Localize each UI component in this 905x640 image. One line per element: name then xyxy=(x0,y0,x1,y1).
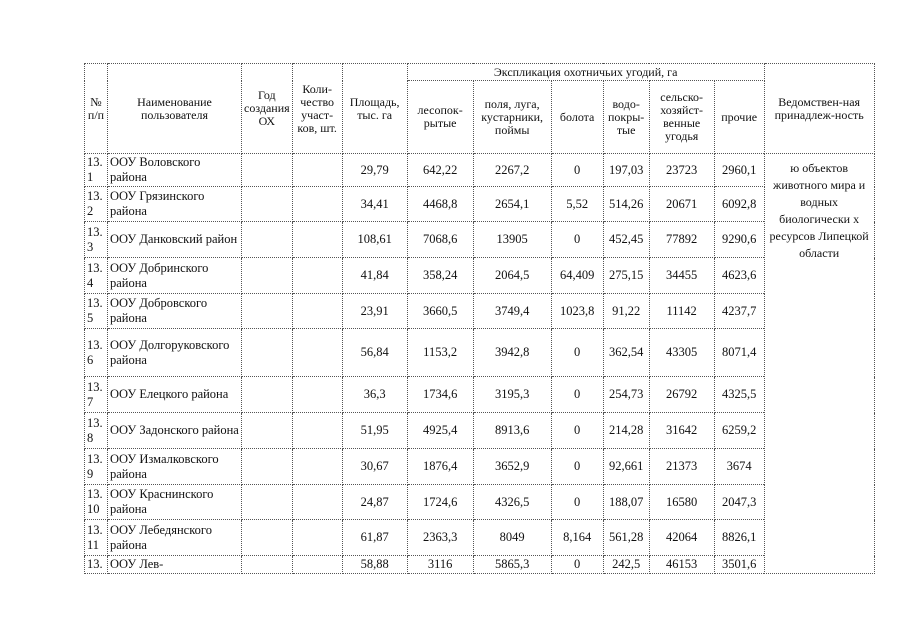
table-row xyxy=(85,485,875,520)
row-count xyxy=(292,222,342,258)
row-area: 61,87 xyxy=(342,520,407,556)
row-name: ООУ Грязинского района xyxy=(108,187,242,222)
row-other: 4237,7 xyxy=(714,294,764,329)
row-year xyxy=(242,556,293,574)
row-agri: 77892 xyxy=(649,222,714,258)
row-fields: 2267,2 xyxy=(473,154,551,187)
table-row xyxy=(85,294,875,329)
row-other: 4623,6 xyxy=(714,258,764,294)
row-other: 8071,4 xyxy=(714,329,764,377)
row-swamp: 0 xyxy=(551,222,603,258)
row-fields: 5865,3 xyxy=(473,556,551,574)
row-year xyxy=(242,258,293,294)
row-forest: 1734,6 xyxy=(407,377,473,413)
row-fields: 3749,4 xyxy=(473,294,551,329)
row-water: 188,07 xyxy=(603,485,649,520)
row-other: 3674 xyxy=(714,449,764,485)
row-fields: 2064,5 xyxy=(473,258,551,294)
header-agri: сельско-хозяйст-венные угодья xyxy=(649,81,714,154)
header-water: водо-покры-тые xyxy=(603,81,649,154)
row-count xyxy=(292,329,342,377)
row-area: 29,79 xyxy=(342,154,407,187)
row-num: 13.7 xyxy=(85,377,108,413)
table-row xyxy=(85,187,875,222)
row-forest: 2363,3 xyxy=(407,520,473,556)
row-num: 13. xyxy=(85,556,108,574)
row-other: 2047,3 xyxy=(714,485,764,520)
row-year xyxy=(242,154,293,187)
row-count xyxy=(292,187,342,222)
row-other: 6092,8 xyxy=(714,187,764,222)
header-area: Площадь, тыс. га xyxy=(342,64,407,154)
table-row xyxy=(85,154,875,187)
table-body xyxy=(85,154,875,574)
header-forest: лесопок-рытые xyxy=(407,81,473,154)
row-year xyxy=(242,520,293,556)
row-vedom: ю объектов животного мира и водных биологически х ресурсов Липецкой области xyxy=(764,154,874,574)
row-water: 254,73 xyxy=(603,377,649,413)
row-count xyxy=(292,154,342,187)
row-swamp: 0 xyxy=(551,377,603,413)
row-year xyxy=(242,294,293,329)
row-year xyxy=(242,449,293,485)
table-row xyxy=(85,520,875,556)
row-agri: 34455 xyxy=(649,258,714,294)
row-area: 36,3 xyxy=(342,377,407,413)
row-name: ООУ Добринского района xyxy=(108,258,242,294)
row-name: ООУ Воловского района xyxy=(108,154,242,187)
row-name: ООУ Долгоруковского района xyxy=(108,329,242,377)
header-fields: поля, луга, кустарники, поймы xyxy=(473,81,551,154)
row-agri: 21373 xyxy=(649,449,714,485)
row-water: 561,28 xyxy=(603,520,649,556)
row-num: 13.5 xyxy=(85,294,108,329)
row-count xyxy=(292,485,342,520)
row-other: 3501,6 xyxy=(714,556,764,574)
row-name: ООУ Елецкого района xyxy=(108,377,242,413)
row-forest: 7068,6 xyxy=(407,222,473,258)
row-water: 514,26 xyxy=(603,187,649,222)
row-forest: 4468,8 xyxy=(407,187,473,222)
row-count xyxy=(292,520,342,556)
row-name: ООУ Добровского района xyxy=(108,294,242,329)
header-name: Наименование пользователя xyxy=(108,64,242,154)
row-fields: 8049 xyxy=(473,520,551,556)
row-agri: 11142 xyxy=(649,294,714,329)
row-forest: 1724,6 xyxy=(407,485,473,520)
row-forest: 3116 xyxy=(407,556,473,574)
row-year xyxy=(242,329,293,377)
row-swamp: 8,164 xyxy=(551,520,603,556)
table-row xyxy=(85,377,875,413)
table-row xyxy=(85,449,875,485)
row-area: 41,84 xyxy=(342,258,407,294)
row-forest: 1153,2 xyxy=(407,329,473,377)
row-area: 24,87 xyxy=(342,485,407,520)
row-year xyxy=(242,222,293,258)
row-water: 91,22 xyxy=(603,294,649,329)
row-area: 51,95 xyxy=(342,413,407,449)
row-agri: 16580 xyxy=(649,485,714,520)
row-num: 13.9 xyxy=(85,449,108,485)
row-agri: 31642 xyxy=(649,413,714,449)
row-fields: 4326,5 xyxy=(473,485,551,520)
row-swamp: 0 xyxy=(551,329,603,377)
row-count xyxy=(292,258,342,294)
row-num: 13.10 xyxy=(85,485,108,520)
row-area: 58,88 xyxy=(342,556,407,574)
row-forest: 4925,4 xyxy=(407,413,473,449)
row-water: 362,54 xyxy=(603,329,649,377)
row-name: ООУ Краснинского района xyxy=(108,485,242,520)
row-water: 452,45 xyxy=(603,222,649,258)
header-year: Год создания ОХ xyxy=(242,64,293,154)
row-other: 2960,1 xyxy=(714,154,764,187)
row-agri: 23723 xyxy=(649,154,714,187)
table-row xyxy=(85,258,875,294)
row-area: 56,84 xyxy=(342,329,407,377)
row-swamp: 1023,8 xyxy=(551,294,603,329)
row-area: 34,41 xyxy=(342,187,407,222)
row-count xyxy=(292,449,342,485)
row-count xyxy=(292,556,342,574)
row-water: 197,03 xyxy=(603,154,649,187)
row-water: 214,28 xyxy=(603,413,649,449)
table-row xyxy=(85,329,875,377)
row-agri: 43305 xyxy=(649,329,714,377)
row-fields: 3652,9 xyxy=(473,449,551,485)
row-fields: 8913,6 xyxy=(473,413,551,449)
row-swamp: 0 xyxy=(551,485,603,520)
row-num: 13.4 xyxy=(85,258,108,294)
row-other: 4325,5 xyxy=(714,377,764,413)
row-name: ООУ Лев- xyxy=(108,556,242,574)
row-area: 108,61 xyxy=(342,222,407,258)
row-swamp: 5,52 xyxy=(551,187,603,222)
row-num: 13.11 xyxy=(85,520,108,556)
table-row xyxy=(85,413,875,449)
row-agri: 46153 xyxy=(649,556,714,574)
row-agri: 42064 xyxy=(649,520,714,556)
row-fields: 3942,8 xyxy=(473,329,551,377)
row-count xyxy=(292,377,342,413)
row-num: 13.6 xyxy=(85,329,108,377)
row-water: 242,5 xyxy=(603,556,649,574)
hunting-grounds-table xyxy=(84,63,875,574)
header-explication: Экспликация охотничьих угодий, га xyxy=(407,64,764,81)
row-forest: 642,22 xyxy=(407,154,473,187)
row-num: 13.3 xyxy=(85,222,108,258)
header-count: Коли-чество участ-ков, шт. xyxy=(292,64,342,154)
row-name: ООУ Задонского района xyxy=(108,413,242,449)
row-year xyxy=(242,485,293,520)
row-count xyxy=(292,294,342,329)
row-forest: 1876,4 xyxy=(407,449,473,485)
row-swamp: 0 xyxy=(551,449,603,485)
row-agri: 20671 xyxy=(649,187,714,222)
row-year xyxy=(242,377,293,413)
row-swamp: 0 xyxy=(551,413,603,449)
row-swamp: 64,409 xyxy=(551,258,603,294)
row-year xyxy=(242,187,293,222)
row-num: 13.8 xyxy=(85,413,108,449)
row-name: ООУ Измалковского района xyxy=(108,449,242,485)
row-name: ООУ Данковский район xyxy=(108,222,242,258)
row-water: 92,661 xyxy=(603,449,649,485)
table-row xyxy=(85,556,875,574)
header-vedom: Ведомствен-ная принадлеж-ность xyxy=(764,64,874,154)
row-agri: 26792 xyxy=(649,377,714,413)
header-num: № п/п xyxy=(85,64,108,154)
row-area: 23,91 xyxy=(342,294,407,329)
row-forest: 358,24 xyxy=(407,258,473,294)
row-other: 6259,2 xyxy=(714,413,764,449)
row-num: 13.2 xyxy=(85,187,108,222)
row-forest: 3660,5 xyxy=(407,294,473,329)
row-num: 13.1 xyxy=(85,154,108,187)
row-count xyxy=(292,413,342,449)
row-year xyxy=(242,413,293,449)
header-swamp: болота xyxy=(551,81,603,154)
row-other: 9290,6 xyxy=(714,222,764,258)
row-area: 30,67 xyxy=(342,449,407,485)
row-fields: 2654,1 xyxy=(473,187,551,222)
row-other: 8826,1 xyxy=(714,520,764,556)
row-fields: 13905 xyxy=(473,222,551,258)
row-water: 275,15 xyxy=(603,258,649,294)
header-other: прочие xyxy=(714,81,764,154)
row-swamp: 0 xyxy=(551,154,603,187)
row-swamp: 0 xyxy=(551,556,603,574)
row-fields: 3195,3 xyxy=(473,377,551,413)
table-row xyxy=(85,222,875,258)
row-name: ООУ Лебедянского района xyxy=(108,520,242,556)
